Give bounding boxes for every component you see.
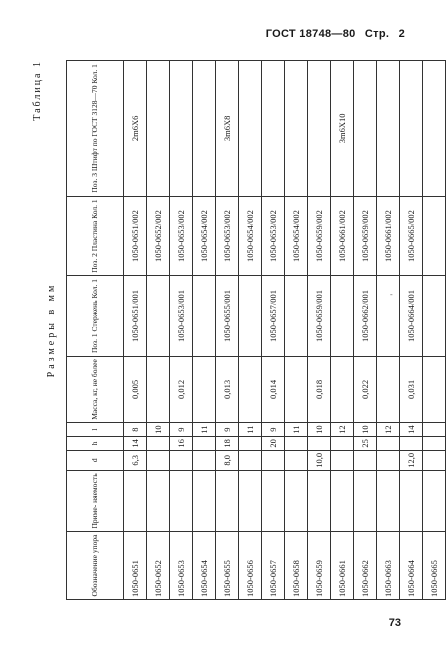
table-cell: 1050-0658 — [285, 532, 308, 600]
table-cell — [354, 470, 377, 531]
table-cell — [124, 470, 147, 531]
page-label: Стр. — [364, 28, 390, 40]
table-cell: 9 — [262, 423, 285, 437]
table-cell — [285, 436, 308, 450]
table-cell: 1050-0659/002 — [354, 196, 377, 276]
table-cell — [400, 470, 423, 531]
table-cell: 1050-0651/001 — [124, 276, 147, 356]
table-cell — [331, 436, 354, 450]
column-header: Поз. 2 Пластина Кол. 1 — [67, 196, 124, 276]
table-cell: 0,013 — [216, 356, 239, 423]
table-cell — [400, 61, 423, 197]
column-header: Масса, кг, не более — [67, 356, 124, 423]
table-row — [308, 61, 331, 600]
table-cell: 1050-0665 — [423, 532, 446, 600]
table-cell — [285, 470, 308, 531]
table-cell — [331, 276, 354, 356]
table-row — [262, 61, 285, 600]
table-cell — [377, 276, 400, 356]
table-row — [147, 61, 170, 600]
table-cell — [331, 450, 354, 470]
table-cell: 1050-0662 — [354, 532, 377, 600]
table-cell — [377, 450, 400, 470]
table-cell: 3m6X10 — [331, 61, 354, 197]
table-cell — [400, 436, 423, 450]
table-row — [400, 61, 423, 600]
table-cell: 1050-0662/001 — [354, 276, 377, 356]
table-cell — [193, 436, 216, 450]
table-cell: 2m6X6 — [124, 61, 147, 197]
table-body — [124, 61, 446, 600]
table-cell: 1050-0663 — [377, 532, 400, 600]
table-cell: 1050-0651 — [124, 532, 147, 600]
table-cell: 11 — [239, 423, 262, 437]
dimensions-caption: Размеры в мм — [46, 282, 57, 378]
scan-mark: - — [390, 290, 393, 299]
table-cell: 11 — [285, 423, 308, 437]
table-cell: 25 — [354, 436, 377, 450]
table-cell: 0,014 — [262, 356, 285, 423]
table-cell: 8,0 — [216, 450, 239, 470]
table-cell — [285, 276, 308, 356]
table-row — [170, 61, 193, 600]
table-cell: 16 — [170, 436, 193, 450]
table-cell — [285, 356, 308, 423]
table-cell: 1050-0659/002 — [308, 196, 331, 276]
table-cell: 12 — [377, 423, 400, 437]
table-cell: 1050-0656 — [239, 532, 262, 600]
table-cell — [262, 450, 285, 470]
table-cell: 1050-0657/001 — [262, 276, 285, 356]
column-header: h — [67, 436, 124, 450]
table-cell — [377, 61, 400, 197]
table-cell: 10 — [354, 423, 377, 437]
page-footer: 73 — [388, 617, 401, 629]
table-cell — [423, 423, 446, 437]
column-header: Поз. 3 Штифт по ГОСТ 3128—70 Кол. 1 — [67, 61, 124, 197]
table-cell — [239, 470, 262, 531]
page-header — [260, 28, 405, 40]
column-header: Поз. 1 Стержень Кол. 1 — [67, 276, 124, 356]
table-cell: 1050-0654 — [193, 532, 216, 600]
table-cell: 1050-0661/002 — [331, 196, 354, 276]
table-cell — [331, 356, 354, 423]
table-cell: 1050-0659 — [308, 532, 331, 600]
table-cell — [239, 61, 262, 197]
table-cell: 1050-0653/001 — [170, 276, 193, 356]
table-cell — [216, 470, 239, 531]
table-cell: 1050-0655 — [216, 532, 239, 600]
table-cell: 1050-0661/002 — [377, 196, 400, 276]
table-cell — [262, 61, 285, 197]
table-cell — [193, 61, 216, 197]
table-cell: 8 — [124, 423, 147, 437]
table-cell — [377, 356, 400, 423]
column-header: Приме- няемость — [67, 470, 124, 531]
table-row — [193, 61, 216, 600]
table-cell: 1050-0653/002 — [216, 196, 239, 276]
table-cell: 1050-0651/002 — [124, 196, 147, 276]
table-cell: 0,031 — [400, 356, 423, 423]
table-cell: 1050-0659/001 — [308, 276, 331, 356]
table-cell: 1050-0654/002 — [285, 196, 308, 276]
table-cell — [193, 276, 216, 356]
table-cell — [423, 61, 446, 197]
table-cell: 1050-0664/001 — [400, 276, 423, 356]
table-row — [377, 61, 400, 600]
table-cell — [239, 450, 262, 470]
table-cell: 0,022 — [354, 356, 377, 423]
table-cell: 3m6X8 — [216, 61, 239, 197]
column-header: l — [67, 423, 124, 437]
table-cell — [239, 276, 262, 356]
table-cell: 6,3 — [124, 450, 147, 470]
rotated-table-sheet — [30, 60, 439, 600]
table-cell: 1050-0665/002 — [400, 196, 423, 276]
table-caption: Таблица 1 — [32, 60, 43, 121]
table-cell — [147, 450, 170, 470]
table-cell: 14 — [124, 436, 147, 450]
table-cell — [285, 61, 308, 197]
table-cell: 20 — [262, 436, 285, 450]
standard-number: ГОСТ 18748—80 — [265, 28, 356, 40]
table-cell: 1050-0654/002 — [193, 196, 216, 276]
table-cell — [423, 450, 446, 470]
table-cell — [377, 436, 400, 450]
table-cell: 1050-0661 — [331, 532, 354, 600]
table-cell — [377, 470, 400, 531]
table-row — [423, 61, 446, 600]
table-cell — [423, 436, 446, 450]
table-cell: 18 — [216, 436, 239, 450]
table-row — [331, 61, 354, 600]
table-cell: 10 — [147, 423, 170, 437]
table-cell: 11 — [193, 423, 216, 437]
table-cell: 9 — [170, 423, 193, 437]
table-cell: 1050-0657 — [262, 532, 285, 600]
table-cell — [354, 61, 377, 197]
table-header-row — [67, 61, 124, 600]
table-cell — [423, 356, 446, 423]
column-header: d — [67, 450, 124, 470]
table-cell — [170, 61, 193, 197]
table-cell — [423, 276, 446, 356]
table-cell: 10,0 — [308, 450, 331, 470]
table-cell: 0,018 — [308, 356, 331, 423]
column-header: Обозначение упора — [67, 532, 124, 600]
table-cell: 1050-0652 — [147, 532, 170, 600]
table-cell — [170, 470, 193, 531]
table-cell: 14 — [400, 423, 423, 437]
table-row — [285, 61, 308, 600]
table-cell: 0,012 — [170, 356, 193, 423]
page-number-top: 2 — [398, 28, 405, 40]
table-cell — [308, 436, 331, 450]
table-cell — [170, 450, 193, 470]
table-cell — [147, 436, 170, 450]
table-cell: 1050-0653/002 — [262, 196, 285, 276]
table-cell: 12 — [331, 423, 354, 437]
table-cell — [147, 61, 170, 197]
table-cell — [308, 470, 331, 531]
table-cell — [193, 470, 216, 531]
table-cell — [193, 450, 216, 470]
table-cell — [147, 470, 170, 531]
table-cell: 10 — [308, 423, 331, 437]
dimensions-table — [66, 60, 446, 600]
table-cell: 0,005 — [124, 356, 147, 423]
table-cell: 1050-0664 — [400, 532, 423, 600]
table-cell — [147, 276, 170, 356]
table-row — [239, 61, 262, 600]
table-cell — [423, 196, 446, 276]
table-cell: 1050-0653/002 — [170, 196, 193, 276]
table-cell: 1050-0654/002 — [239, 196, 262, 276]
table-cell — [239, 436, 262, 450]
table-cell — [308, 61, 331, 197]
table-cell — [193, 356, 216, 423]
table-cell — [262, 470, 285, 531]
table-row — [216, 61, 239, 600]
table-cell — [331, 470, 354, 531]
table-cell — [147, 356, 170, 423]
table-row — [124, 61, 147, 600]
table-cell: 12,0 — [400, 450, 423, 470]
table-cell: 1050-0652/002 — [147, 196, 170, 276]
table-cell: 9 — [216, 423, 239, 437]
table-row — [354, 61, 377, 600]
table-cell: 1050-0653 — [170, 532, 193, 600]
table-cell — [285, 450, 308, 470]
table-cell — [354, 450, 377, 470]
table-cell — [423, 470, 446, 531]
table-cell: 1050-0655/001 — [216, 276, 239, 356]
table-cell — [239, 356, 262, 423]
